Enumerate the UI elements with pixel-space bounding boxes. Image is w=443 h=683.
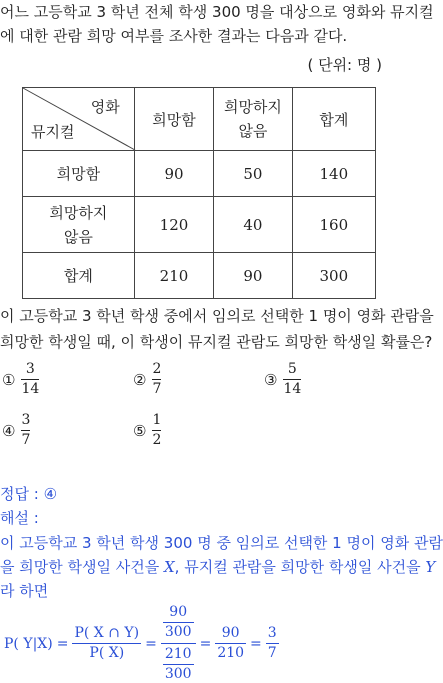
table-cell: 120 [134,197,213,253]
solution-line-3: 라 하면 [0,582,49,600]
problem-line-2: 에 대한 관람 희망 여부를 조사한 결과는 다음과 같다. [0,27,348,45]
fraction-denominator: 14 [283,381,302,397]
formula-fraction-3 [266,625,279,662]
fraction-numerator: 1 [152,412,162,428]
fraction-denominator: 300 [164,624,192,640]
formula-lhs: P( Y|X) [4,635,53,652]
equals-sign: = [199,635,212,652]
fraction-denominator: 300 [164,666,192,682]
choice-4[interactable] [2,412,30,449]
choice-3[interactable] [264,361,301,398]
fraction-denominator: 7 [21,432,31,448]
header-cell [214,88,292,151]
header-cell: 희망함 [134,88,213,151]
table-corner-cell [23,88,135,151]
choice-fraction [152,361,161,398]
variable-x: X [163,558,175,576]
problem-line-1: 어느 고등학교 3 학년 전체 학생 300 명을 대상으로 영화와 뮤지컬 [0,3,434,21]
choice-fraction [152,412,161,449]
equals-sign: = [250,635,262,652]
fraction-numerator: P( X ∩ Y) [74,625,140,641]
solution-text: , 뮤지컬 관람을 희망한 학생일 사건을 [174,558,426,576]
fraction-numerator: 210 [164,646,192,662]
fraction-numerator: 90 [169,604,188,620]
corner-top-label: 영화 [90,98,120,116]
table-row [23,151,376,197]
fraction-denominator: P( X) [89,645,125,661]
table-cell: 90 [214,253,292,299]
choice-mark: ③ [264,370,278,389]
formula-compound-fraction [161,604,196,683]
row-label-text: 희망하지 않음 [49,203,108,246]
choice-fraction [21,361,39,398]
equals-sign: = [145,635,157,652]
solution-heading: 해설 : [0,509,39,527]
choice-1[interactable] [2,361,39,398]
choice-fraction [21,412,30,449]
choice-mark: ⑤ [133,421,147,440]
fraction-denominator: 7 [152,381,162,397]
unit-label: ( 단위: 명 ) [307,56,382,74]
formula-fraction-2 [215,625,246,662]
choice-5[interactable] [133,412,161,449]
probability-formula [2,604,281,683]
fraction-denominator: 2 [152,432,162,448]
fraction-numerator: 90 [221,625,240,641]
formula-fraction-1 [72,625,141,662]
header-cell: 합계 [292,88,375,151]
row-label [23,197,135,253]
choice-2[interactable] [133,361,161,398]
choice-mark: ① [2,370,16,389]
equals-sign: = [56,635,69,652]
table-cell: 90 [134,151,213,197]
fraction-numerator: 3 [267,625,277,641]
table-cell: 40 [214,197,292,253]
table-row [23,253,376,299]
choice-mark: ② [133,370,147,389]
fraction-numerator: 2 [152,361,162,377]
solution-text: 을 희망한 학생일 사건을 [0,558,164,576]
table-cell: 210 [134,253,213,299]
header-cell-text: 희망하지 않음 [223,98,282,140]
solution-line-2 [0,557,435,577]
fraction-numerator: 5 [287,361,297,377]
row-label: 합계 [23,253,135,299]
variable-y: Y [425,558,436,576]
fraction-denominator: 7 [267,645,277,661]
survey-table [22,87,376,299]
table-row [23,197,376,253]
fraction-numerator: 3 [21,412,31,428]
question-line-2: 희망한 학생일 때, 이 학생이 뮤지컬 관람도 희망한 학생일 확률은? [0,333,433,351]
corner-bottom-label: 뮤지컬 [31,123,75,141]
table-cell: 160 [292,197,375,253]
table-cell: 50 [214,151,292,197]
answer-line: 정답 : ④ [0,485,58,503]
compound-denominator [163,646,194,683]
table-cell: 140 [292,151,375,197]
table-cell: 300 [292,253,375,299]
choice-mark: ④ [2,421,16,440]
solution-line-1: 이 고등학교 3 학년 학생 300 명 중 임의로 선택한 1 명이 영화 관람 [0,534,443,552]
choice-fraction [283,361,301,398]
question-line-1: 이 고등학교 3 학년 학생 중에서 임의로 선택한 1 명이 영화 관람을 [0,307,434,325]
row-label: 희망함 [23,151,135,197]
fraction-denominator: 14 [21,381,40,397]
fraction-numerator: 3 [25,361,35,377]
compound-numerator [163,604,194,641]
fraction-denominator: 210 [217,645,245,661]
